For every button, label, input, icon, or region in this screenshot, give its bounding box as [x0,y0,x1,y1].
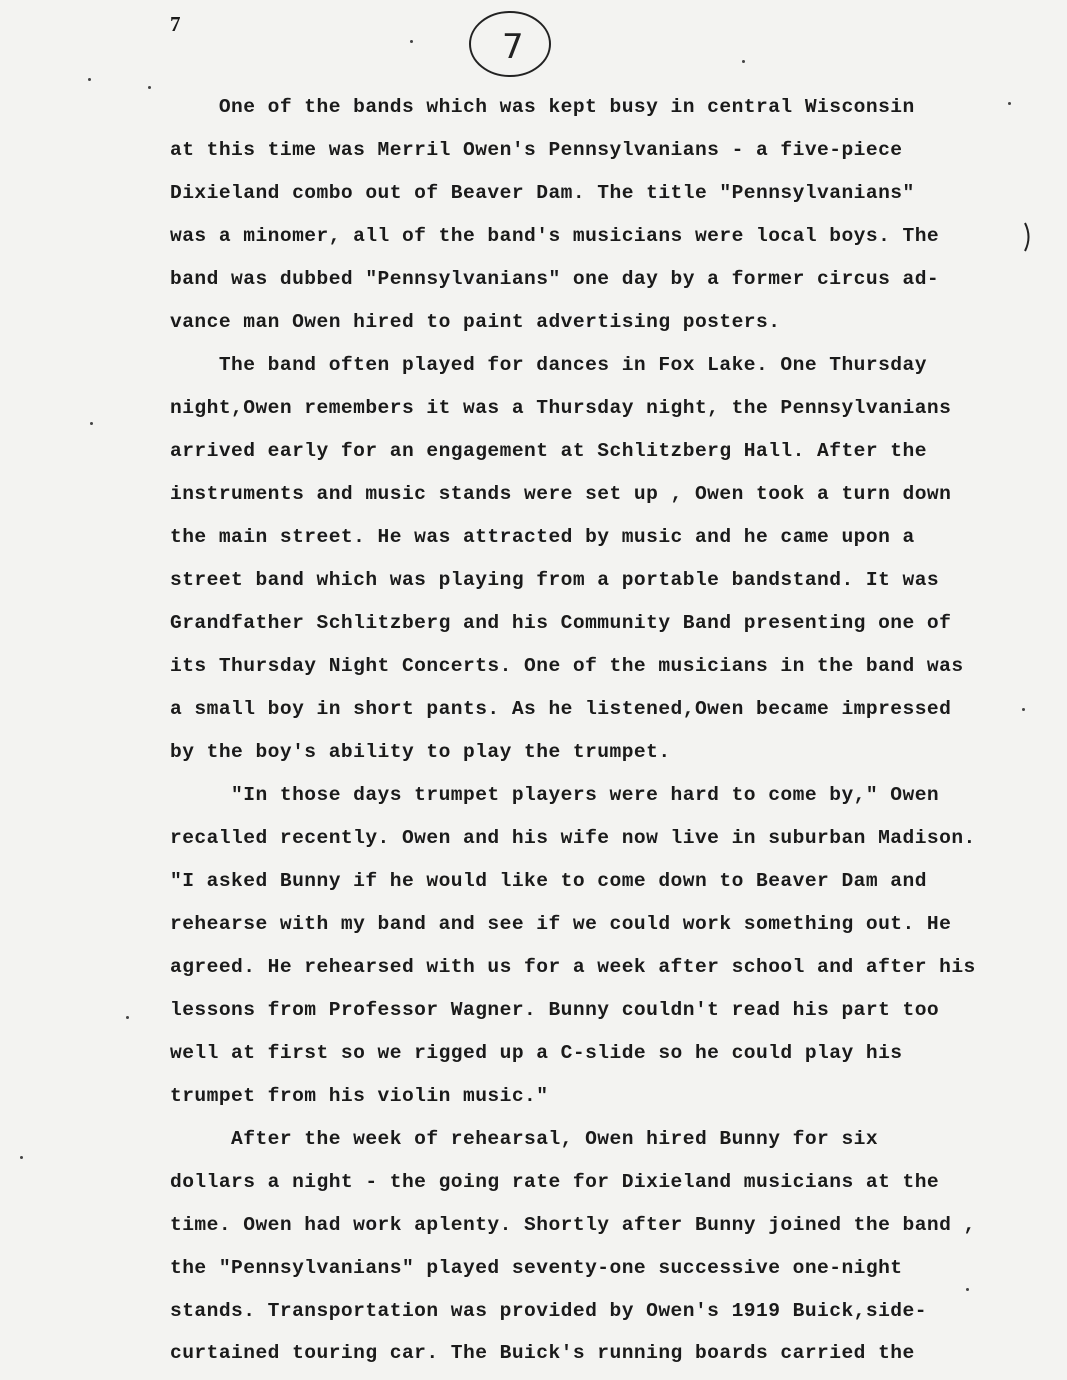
margin-bracket-mark [1022,222,1034,252]
text-line: well at first so we rigged up a C-slide so he could play his [170,1042,903,1064]
text-line: lessons from Professor Wagner. Bunny couldn't read his part too [170,999,940,1021]
text-line: instruments and music stands were set up , Owen took a turn down [170,483,952,505]
text-line: stands. Transportation was provided by Owen's 1919 Buick,side- [170,1300,927,1322]
text-line: by the boy's ability to play the trumpet. [170,741,671,763]
speck [966,1288,969,1291]
text-line: vance man Owen hired to paint advertising posters. [170,311,781,333]
circled-number: 7 [502,27,524,67]
text-line: arrived early for an engagement at Schlitzberg Hall. After the [170,440,927,462]
text-line: a small boy in short pants. As he listened,Owen became impressed [170,698,952,720]
text-line: "I asked Bunny if he would like to come down to Beaver Dam and [170,870,927,892]
text-line: The band often played for dances in Fox Lake. One Thursday [170,354,927,376]
speck [742,60,745,63]
speck [90,422,93,425]
speck [410,40,413,43]
text-line: trumpet from his violin music." [170,1085,549,1107]
text-line: Dixieland combo out of Beaver Dam. The title "Pennsylvanians" [170,182,915,204]
text-line: Grandfather Schlitzberg and his Community Band presenting one of [170,612,952,634]
speck [1008,102,1011,105]
text-line: "In those days trumpet players were hard to come by," Owen [170,784,940,806]
text-line: the "Pennsylvanians" played seventy-one successive one-night [170,1257,903,1279]
speck [148,86,151,89]
page-number: 7 [170,12,181,36]
text-line: rehearse with my band and see if we could work something out. He [170,913,952,935]
text-line: was a minomer, all of the band's musicians were local boys. The [170,225,940,247]
text-line: One of the bands which was kept busy in central Wisconsin [170,96,915,118]
text-line: the main street. He was attracted by music and he came upon a [170,526,915,548]
text-line: night,Owen remembers it was a Thursday night, the Pennsylvanians [170,397,952,419]
speck [88,78,91,81]
text-line: band was dubbed "Pennsylvanians" one day by a former circus ad- [170,268,940,290]
text-line: agreed. He rehearsed with us for a week after school and after his [170,956,976,978]
circled-page-mark [466,8,554,80]
text-line: time. Owen had work aplenty. Shortly after Bunny joined the band , [170,1214,976,1236]
text-line: street band which was playing from a portable bandstand. It was [170,569,940,591]
text-line: After the week of rehearsal, Owen hired Bunny for six [170,1128,879,1150]
text-line: dollars a night - the going rate for Dixieland musicians at the [170,1171,940,1193]
text-line: curtained touring car. The Buick's running boards carried the [170,1342,915,1364]
text-line: recalled recently. Owen and his wife now live in suburban Madison. [170,827,976,849]
speck [126,1016,129,1019]
text-line: its Thursday Night Concerts. One of the musicians in the band was [170,655,964,677]
text-line: at this time was Merril Owen's Pennsylvanians - a five-piece [170,139,903,161]
speck [1022,708,1025,711]
speck [20,1156,23,1159]
